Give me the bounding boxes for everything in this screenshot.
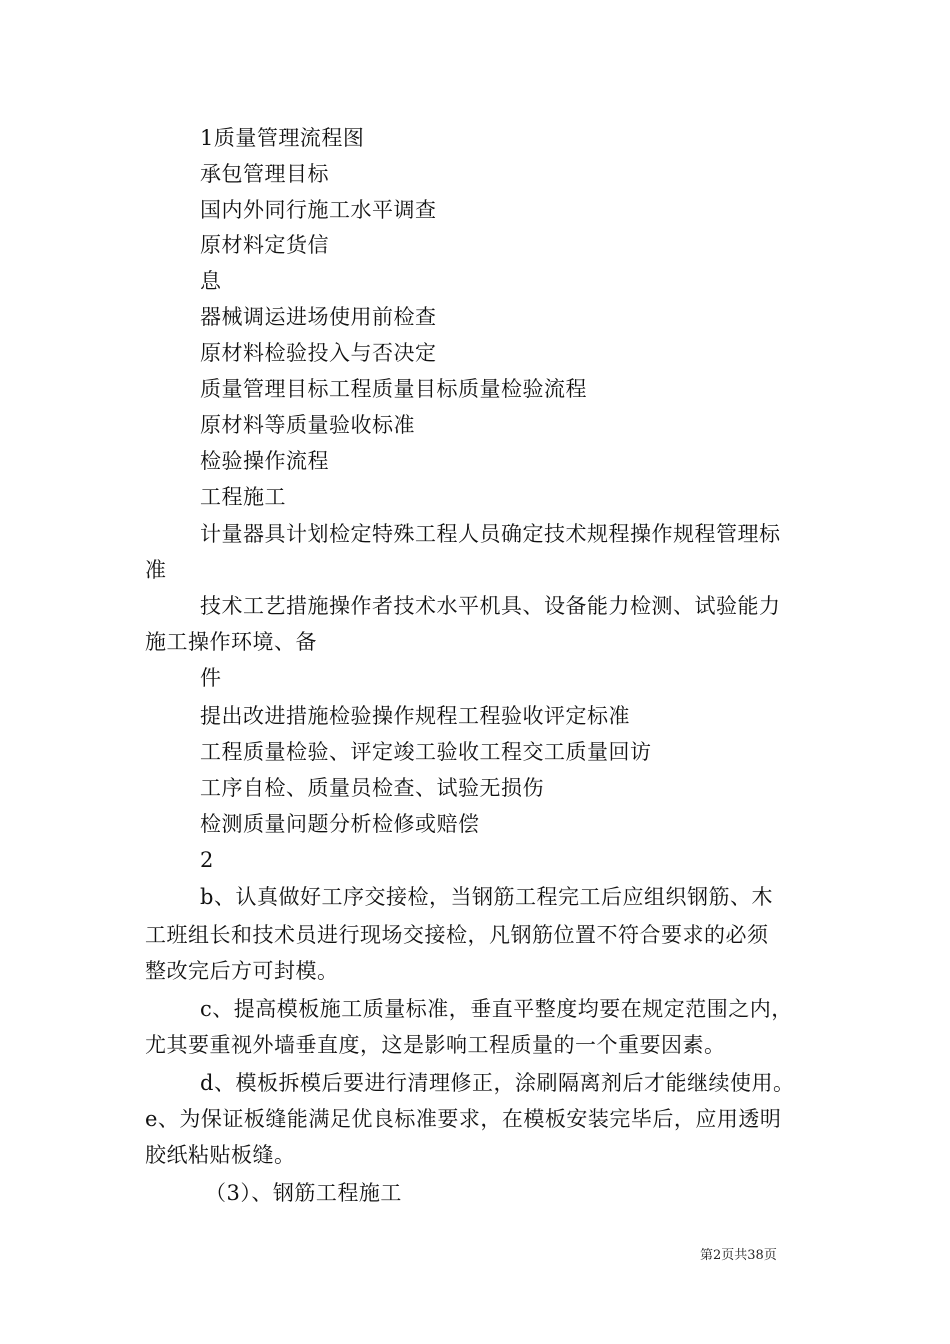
text-line: 工程质量检验、评定竣工验收工程交工质量回访	[200, 740, 652, 764]
text-line: 原材料等质量验收标准	[200, 413, 415, 437]
text-line: 尤其要重视外墙垂直度，这是影响工程质量的一个重要因素。	[145, 1033, 726, 1057]
text-line: 原材料检验投入与否决定	[200, 341, 437, 365]
page-number-footer: 第2页共38页	[700, 1248, 777, 1263]
text-line: c、提高模板施工质量标准，垂直平整度均要在规定范围之内，	[200, 997, 793, 1021]
text-line: d、模板拆模后要进行清理修正，涂刷隔离剂后才能继续使用。	[200, 1071, 795, 1095]
text-line: 施工操作环境、备	[145, 630, 317, 654]
text-line: 件	[200, 666, 222, 690]
text-line: 质量管理目标工程质量目标质量检验流程	[200, 377, 587, 401]
text-line: 计量器具计划检定特殊工程人员确定技术规程操作规程管理标	[200, 522, 781, 546]
text-line: 工班组长和技术员进行现场交接检，凡钢筋位置不符合要求的必须	[145, 923, 769, 947]
text-line: 提出改进措施检验操作规程工程验收评定标准	[200, 704, 630, 728]
text-line: 技术工艺措施操作者技术水平机具、设备能力检测、试验能力	[200, 594, 781, 618]
text-line: 承包管理目标	[200, 162, 329, 186]
text-line: （3）、钢筋工程施工	[205, 1181, 402, 1205]
text-line: 原材料定货信	[200, 233, 329, 257]
text-line: 工程施工	[200, 485, 286, 509]
text-line: 国内外同行施工水平调查	[200, 198, 437, 222]
text-line: 工序自检、质量员检查、试验无损伤	[200, 776, 544, 800]
text-line: 息	[200, 269, 222, 293]
text-line: b、认真做好工序交接检，当钢筋工程完工后应组织钢筋、木	[200, 885, 773, 909]
text-line: 1质量管理流程图	[200, 126, 365, 150]
text-line: 2	[200, 848, 214, 872]
text-line: 器械调运进场使用前检查	[200, 305, 437, 329]
text-line: 准	[145, 558, 167, 582]
text-line: 检验操作流程	[200, 449, 329, 473]
text-line: 检测质量问题分析检修或赔偿	[200, 812, 480, 836]
text-line: e、为保证板缝能满足优良标准要求，在模板安装完毕后，应用透明	[145, 1107, 782, 1131]
text-line: 胶纸粘贴板缝。	[145, 1143, 296, 1167]
text-line: 整改完后方可封模。	[145, 959, 339, 983]
